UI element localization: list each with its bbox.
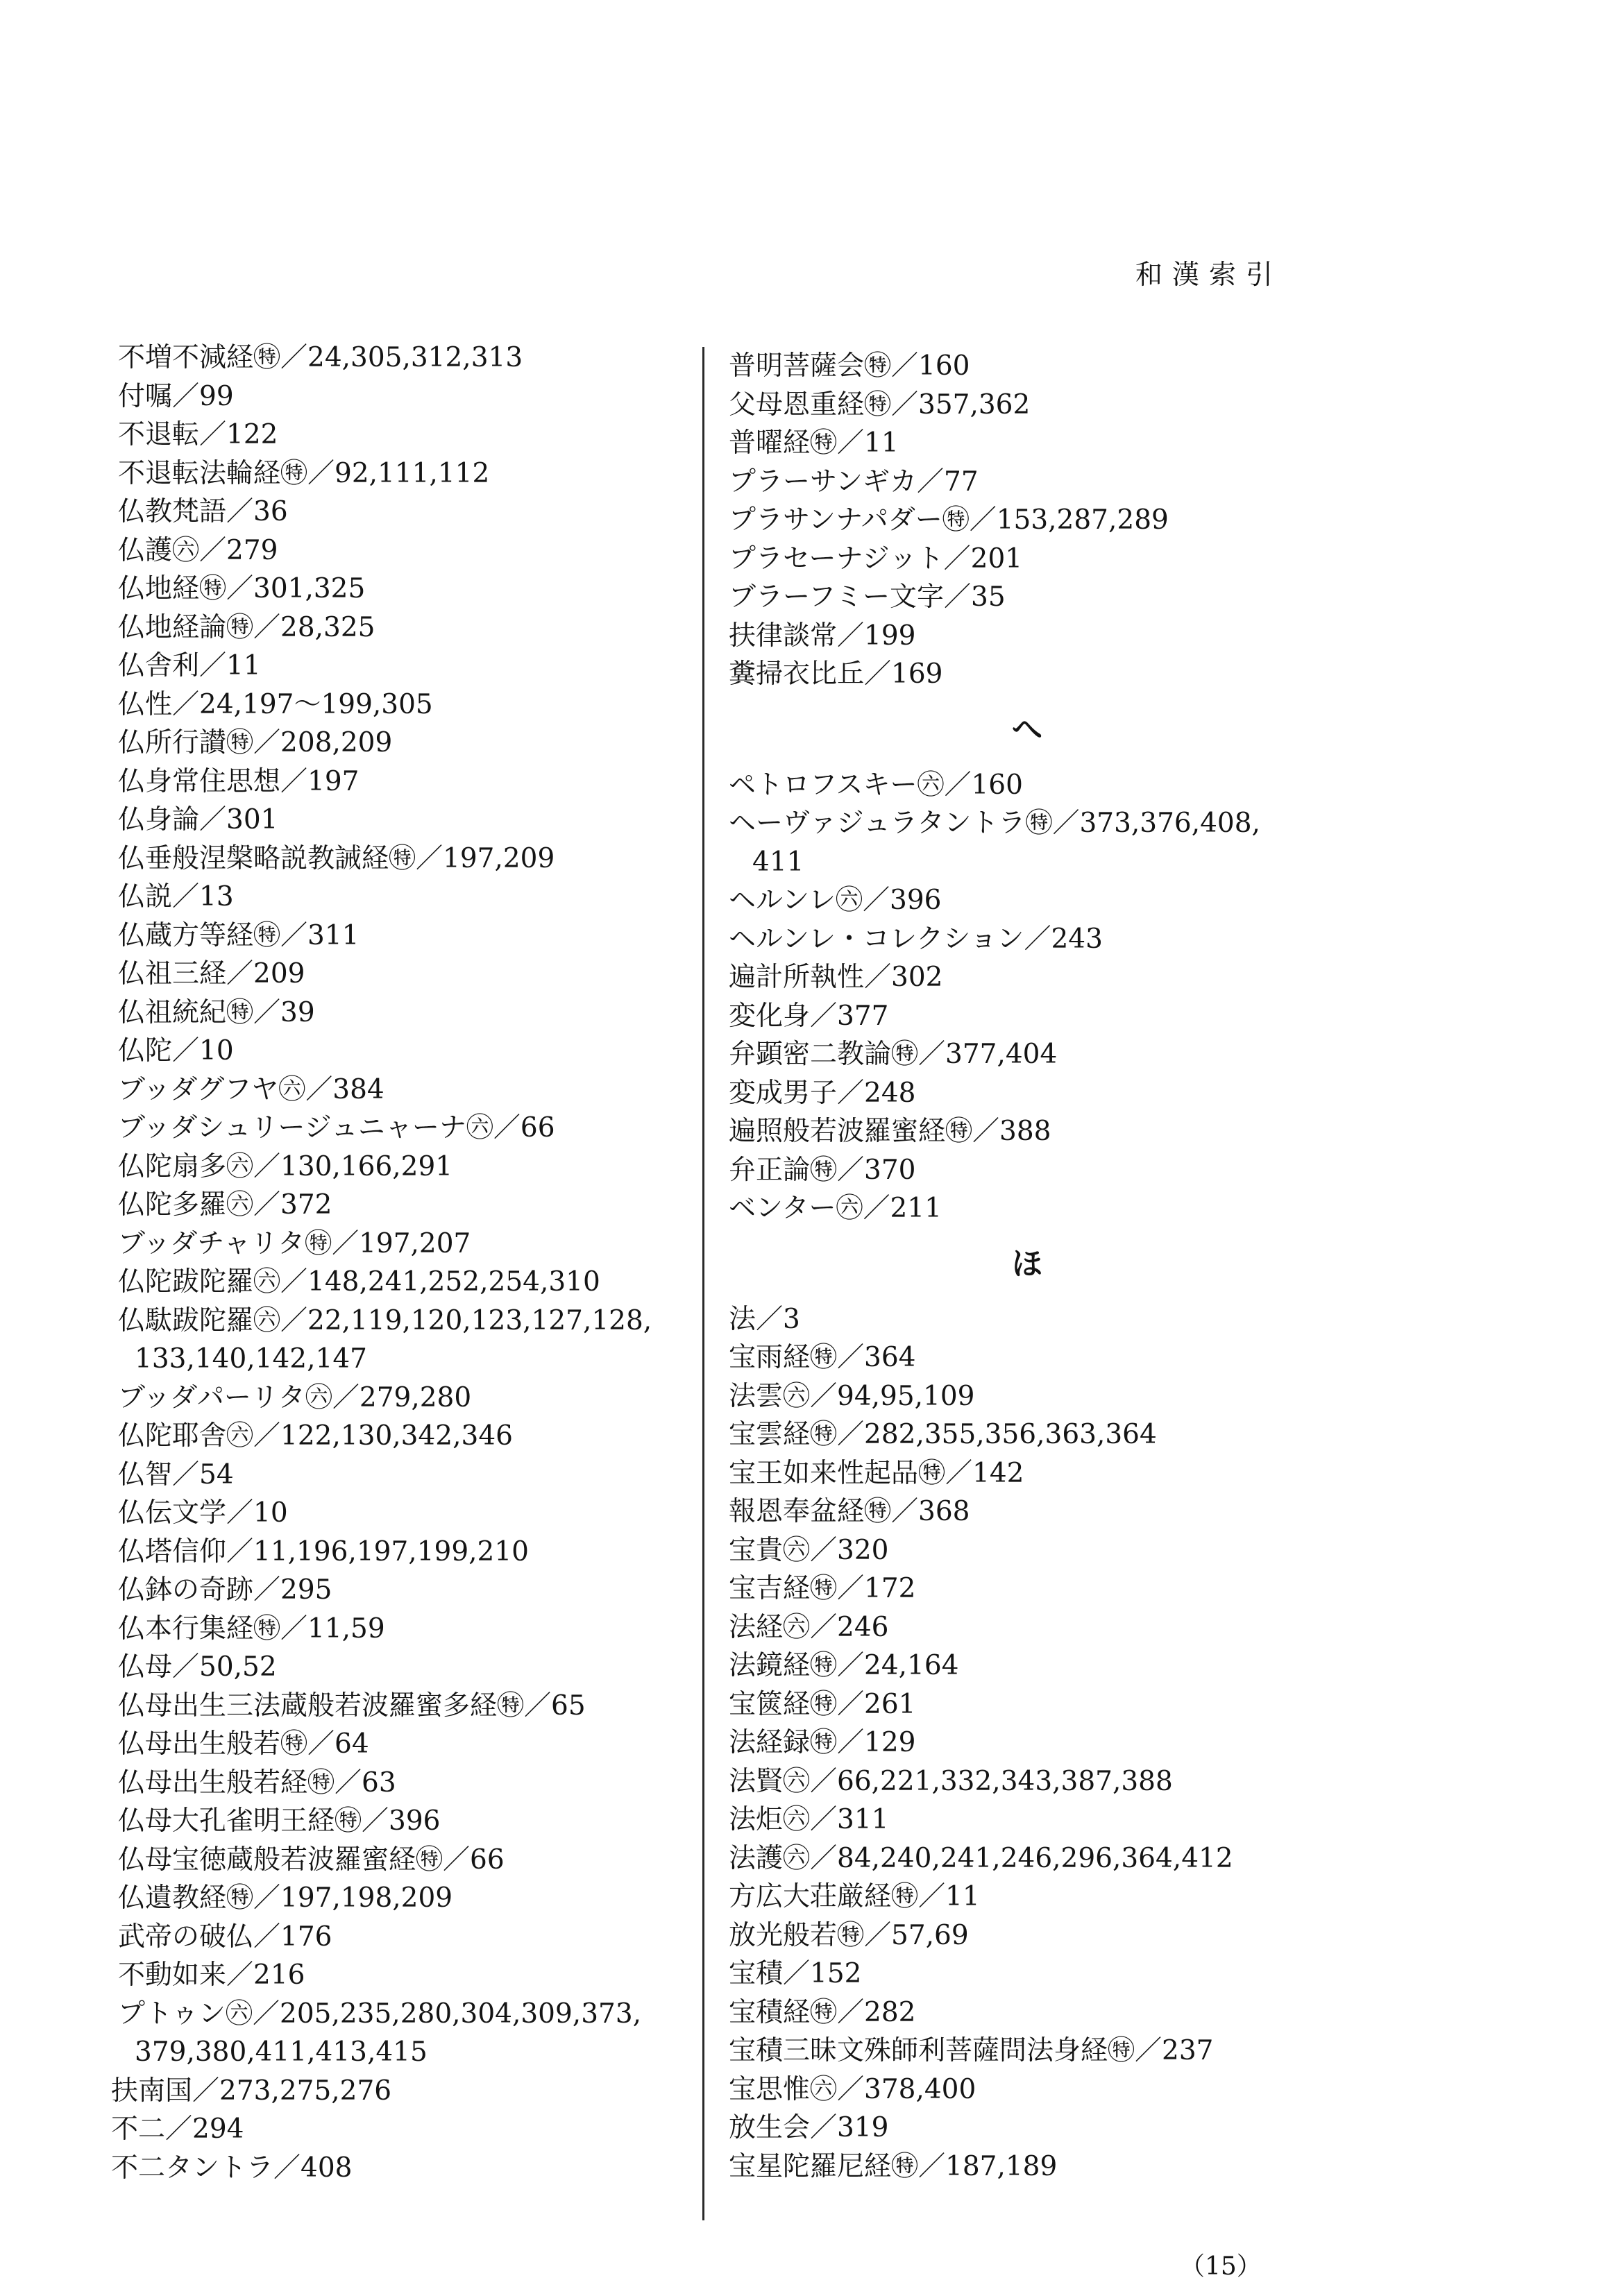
index-entry: 宝雨経㊕／364: [729, 1342, 916, 1373]
index-entry: 扶南国／273,275,276: [111, 2075, 392, 2107]
index-entry: 宝積三昧文殊師利菩薩問法身経㊕／237: [729, 2035, 1214, 2066]
index-entry: 仏身論／301: [118, 804, 278, 835]
page-number: （15）: [1180, 2252, 1262, 2281]
index-entry: ブッダパーリタ㊅／279,280: [118, 1381, 472, 1413]
index-entry-continuation: 379,380,411,413,415: [135, 2036, 428, 2068]
index-entry: 遍照般若波羅蜜経㊕／388: [729, 1116, 1051, 1147]
index-entry: 普曜経㊕／11: [729, 427, 899, 459]
index-entry: 法賢㊅／66,221,332,343,387,388: [729, 1765, 1173, 1797]
index-entry: 仏陀多羅㊅／372: [118, 1189, 332, 1221]
index-entry: 仏母／50,52: [118, 1651, 277, 1683]
kana-section-heading: ほ: [1012, 1245, 1042, 1282]
index-entry: 仏祖統紀㊕／39: [118, 996, 315, 1028]
index-entry: ペトロフスキー㊅／160: [729, 769, 1023, 801]
index-entry: 宝吉経㊕／172: [729, 1573, 916, 1604]
index-entry: 遍計所執性／302: [729, 962, 943, 993]
index-entry: 法経㊅／246: [729, 1611, 889, 1643]
index-entry: 仏地経㊕／301,325: [118, 573, 366, 604]
index-entry: プトゥン㊅／205,235,280,304,309,373,: [118, 1998, 642, 2030]
index-entry: 仏陀扇多㊅／130,166,291: [118, 1150, 453, 1182]
index-entry: 仏本行集経㊕／11,59: [118, 1613, 385, 1644]
index-entry: ブッダグフヤ㊅／384: [118, 1073, 384, 1105]
index-entry: 宝星陀羅尼経㊕／187,189: [729, 2150, 1058, 2182]
running-head: 和漢索引: [1135, 260, 1283, 291]
index-entry: プラセーナジット／201: [729, 543, 1023, 575]
index-entry: 仏母宝徳蔵般若波羅蜜経㊕／66: [118, 1844, 505, 1876]
index-entry: 弁正論㊕／370: [729, 1154, 916, 1186]
index-entry: 仏説／13: [118, 881, 234, 912]
index-entry: 仏母出生般若㊕／64: [118, 1728, 369, 1760]
index-entry: 仏性／24,197〜199,305: [118, 688, 433, 720]
index-entry: ベンター㊅／211: [729, 1193, 942, 1224]
index-column-left: [111, 339, 708, 2187]
index-entry: ヘルンレ・コレクション／243: [729, 923, 1103, 955]
index-entry: 仏母出生般若経㊕／63: [118, 1767, 396, 1798]
index-entry: 不退転／122: [118, 419, 278, 450]
index-entry: 不二／294: [111, 2114, 244, 2145]
index-entry: 不退転法輪経㊕／92,111,112: [118, 457, 490, 489]
index-entry: 仏母出生三法蔵般若波羅蜜多経㊕／65: [118, 1690, 586, 1721]
index-entry: 仏駄跋陀羅㊅／22,119,120,123,127,128,: [118, 1304, 652, 1336]
index-entry: 仏伝文学／10: [118, 1497, 288, 1529]
index-entry: 付嘱／99: [118, 380, 234, 412]
index-entry: 仏護㊅／279: [118, 534, 278, 566]
index-entry: 仏地経論㊕／28,325: [118, 611, 375, 643]
kana-section-heading: へ: [1012, 711, 1042, 747]
index-entry: 仏垂般涅槃略説教誡経㊕／197,209: [118, 842, 555, 874]
index-entry-continuation: 411: [752, 846, 804, 878]
index-entry: 普明菩薩会㊕／160: [729, 350, 970, 382]
index-entry: 仏母大孔雀明王経㊕／396: [118, 1805, 441, 1837]
index-entry: 放生会／319: [729, 2112, 889, 2143]
index-entry: ブッダチャリタ㊕／197,207: [118, 1227, 471, 1259]
index-entry: プラサンナパダー㊕／153,287,289: [729, 504, 1169, 536]
index-entry: 不動如来／216: [118, 1959, 305, 1991]
index-column-right: [729, 347, 1395, 2186]
index-entry: ヘルンレ㊅／396: [729, 885, 942, 916]
index-entry: 法炬㊅／311: [729, 1804, 889, 1835]
index-entry: 法経録㊕／129: [729, 1727, 916, 1758]
index-entry: 宝貴㊅／320: [729, 1534, 889, 1566]
index-entry: 仏遺教経㊕／197,198,209: [118, 1882, 453, 1914]
index-entry: 弁顕密二教論㊕／377,404: [729, 1039, 1058, 1070]
index-entry: 仏陀／10: [118, 1035, 234, 1066]
index-entry: 仏蔵方等経㊕／311: [118, 919, 360, 951]
index-entry: 法雲㊅／94,95,109: [729, 1380, 975, 1412]
index-entry: 仏塔信仰／11,196,197,199,210: [118, 1536, 529, 1567]
index-entry: 法／3: [729, 1303, 800, 1335]
index-entry-continuation: 133,140,142,147: [135, 1343, 367, 1375]
index-entry: 仏教梵語／36: [118, 496, 288, 527]
column-divider: [702, 347, 704, 2220]
index-entry: 法護㊅／84,240,241,246,296,364,412: [729, 1842, 1233, 1874]
index-entry: 宝王如来性起品㊕／142: [729, 1457, 1024, 1489]
index-entry: 宝積経㊕／282: [729, 1996, 916, 2028]
index-entry: 仏陀耶舎㊅／122,130,342,346: [118, 1420, 513, 1452]
index-entry: 宝積／152: [729, 1958, 862, 1989]
index-entry: 法鏡経㊕／24,164: [729, 1650, 959, 1681]
index-entry: 扶律談常／199: [729, 620, 916, 652]
index-entry: 不二タントラ／408: [111, 2152, 353, 2184]
index-entry: 父母恩重経㊕／357,362: [729, 389, 1031, 420]
index-entry: 仏所行讃㊕／208,209: [118, 727, 393, 758]
index-entry: 放光般若㊕／57,69: [729, 1919, 969, 1951]
index-entry: 報恩奉盆経㊕／368: [729, 1496, 970, 1527]
index-entry: 仏陀跋陀羅㊅／148,241,252,254,310: [118, 1266, 600, 1298]
index-entry: ブラーフミー文字／35: [729, 581, 1006, 613]
index-entry: 変化身／377: [729, 1000, 889, 1032]
index-entry: 仏祖三経／209: [118, 958, 305, 989]
index-entry: 武帝の破仏／176: [118, 1921, 332, 1953]
index-entry: ブッダシュリージュニャーナ㊅／66: [118, 1112, 555, 1143]
index-entry: プラーサンギカ／77: [729, 466, 979, 498]
index-entry: 変成男子／248: [729, 1077, 916, 1109]
index-entry: 仏舎利／11: [118, 650, 261, 681]
index-entry: 方広大荘厳経㊕／11: [729, 1881, 980, 1912]
index-entry: 仏鉢の奇跡／295: [118, 1574, 332, 1606]
index-entry: 仏身常住思想／197: [118, 765, 360, 797]
index-entry: 宝雲経㊕／282,355,356,363,364: [729, 1419, 1157, 1450]
index-entry: 仏智／54: [118, 1459, 234, 1490]
index-entry: 宝篋経㊕／261: [729, 1688, 916, 1720]
index-entry: 糞掃衣比丘／169: [729, 658, 943, 690]
index-entry: 宝思惟㊅／378,400: [729, 2073, 976, 2105]
index-entry: 不増不減経㊕／24,305,312,313: [118, 342, 523, 373]
index-entry: ヘーヴァジュラタントラ㊕／373,376,408,: [729, 808, 1260, 839]
